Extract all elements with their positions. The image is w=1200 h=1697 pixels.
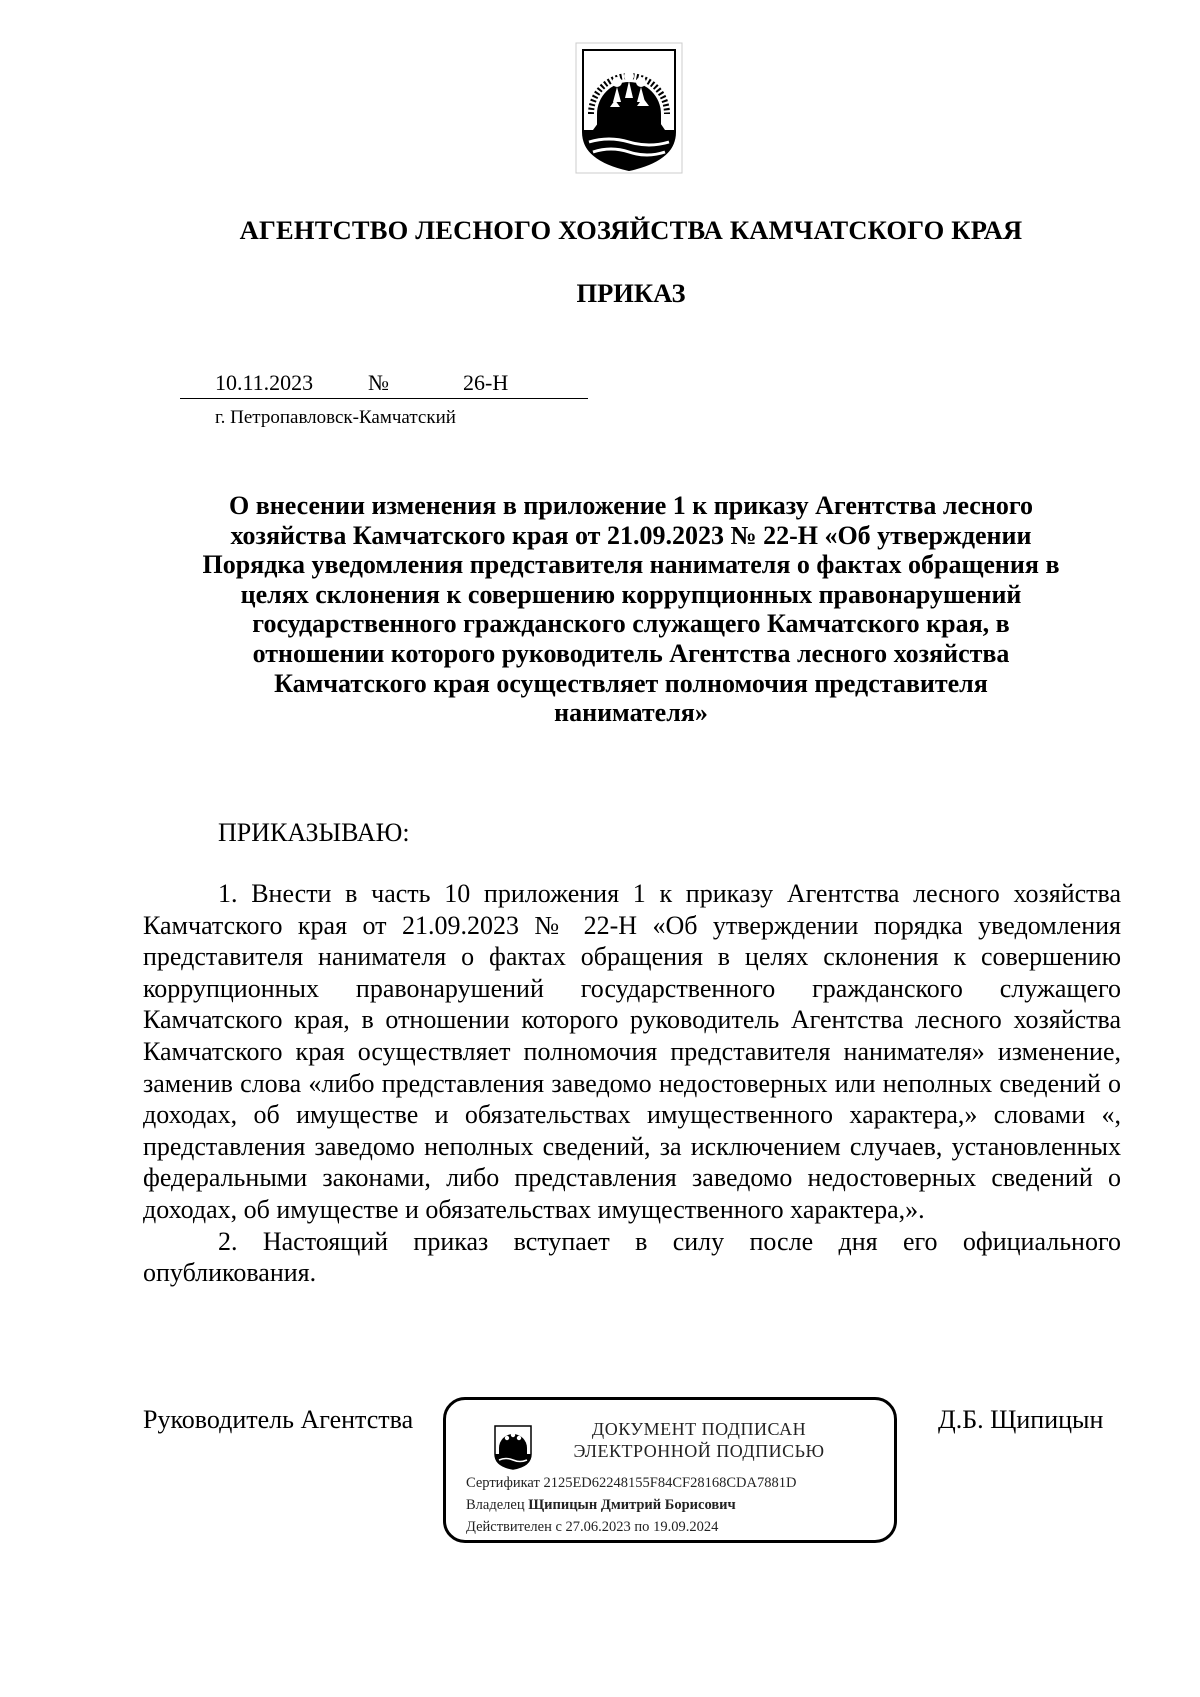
subject-line: целях склонения к совершению коррупционных правонарушений: [240, 579, 1022, 609]
subject-line: государственного гражданского служащего Камчатского края, в: [252, 609, 1010, 639]
valid-to: 19.09.2024: [653, 1519, 719, 1535]
subject-line: О внесении изменения в приложение 1 к приказу Агентства лесного: [229, 491, 1033, 520]
subject-line: отношении которого руководитель Агентства лесного хозяйства: [252, 638, 1010, 668]
valid-label: Действителен: [466, 1519, 552, 1535]
signer-position: Руководитель Агентства: [143, 1405, 414, 1434]
order-body: [143, 878, 1121, 1289]
owner-label: Владелец: [466, 1497, 525, 1513]
city: г. Петропавловск-Камчатский: [215, 407, 456, 428]
stamp-title-line: ЭЛЕКТРОННОЙ ПОДПИСЬЮ: [573, 1441, 825, 1461]
number-sign: №: [368, 370, 389, 395]
valid-to-label: по: [634, 1519, 650, 1535]
stamp-owner: [466, 1497, 736, 1514]
cert-label: Сертификат: [466, 1475, 540, 1491]
e-signature-stamp: [443, 1397, 897, 1543]
valid-from-label: с: [555, 1519, 562, 1535]
owner-value: Щипицын Дмитрий Борисович: [528, 1497, 736, 1513]
stamp-title: [546, 1418, 852, 1462]
valid-from: 27.06.2023: [565, 1519, 631, 1535]
registration-line: [180, 370, 588, 399]
order-number: 26-Н: [463, 370, 509, 395]
subject-line: нанимателя»: [554, 698, 708, 728]
document-type: ПРИКАЗ: [576, 278, 686, 308]
coat-of-arms-icon: [575, 42, 683, 174]
subject-line: хозяйства Камчатского края от 21.09.2023 № 22-Н «Об утверждении: [230, 520, 1032, 550]
paragraph-1: 1. Внести в часть 10 приложения 1 к приказу Агентства лесного хозяйства Камчатского края от 21.09.2023 № 22-Н «Об утверждении порядка уведомления представителя нанимателя о фактах обращения в целях склонения к совершению коррупционных правонарушений государственного гражданского служащего Камчатского края, в отношении которого руководитель Агентства лесного хозяйства Камчатского края осуществляет полномочия представителя нанимателя» изменение, заменив слова «либо представления заведомо недостоверных или неполных сведений о доходах, об имуществе и обязательствах имущественного характера,» словами «, представления заведомо неполных сведений, за исключением случаев, установленных федеральными законами, либо представления заведомо недостоверных сведений о доходах, об имуществе и обязательствах имущественного характера,».: [143, 879, 1121, 1224]
agency-name: АГЕНТСТВО ЛЕСНОГО ХОЗЯЙСТВА КАМЧАТСКОГО КРАЯ: [239, 215, 1023, 245]
order-date: 10.11.2023: [215, 370, 314, 395]
cert-value: 2125ED62248155F84CF28168CDA7881D: [543, 1475, 797, 1491]
signer-name: Д.Б. Щипицын: [938, 1405, 1104, 1434]
stamp-validity: [466, 1519, 718, 1536]
subject-line: Камчатского края осуществляет полномочия представителя: [274, 668, 988, 698]
paragraph-2: 2. Настоящий приказ вступает в силу после дня его официального опубликования.: [143, 1226, 1121, 1288]
order-word: ПРИКАЗЫВАЮ:: [218, 818, 410, 847]
subject-line: Порядка уведомления представителя нанимателя о фактах обращения в: [202, 550, 1060, 580]
stamp-title-line: ДОКУМЕНТ ПОДПИСАН: [591, 1419, 807, 1439]
order-subject: [150, 491, 1112, 728]
stamp-certificate: [466, 1475, 796, 1492]
coat-of-arms-icon: [491, 1422, 535, 1470]
